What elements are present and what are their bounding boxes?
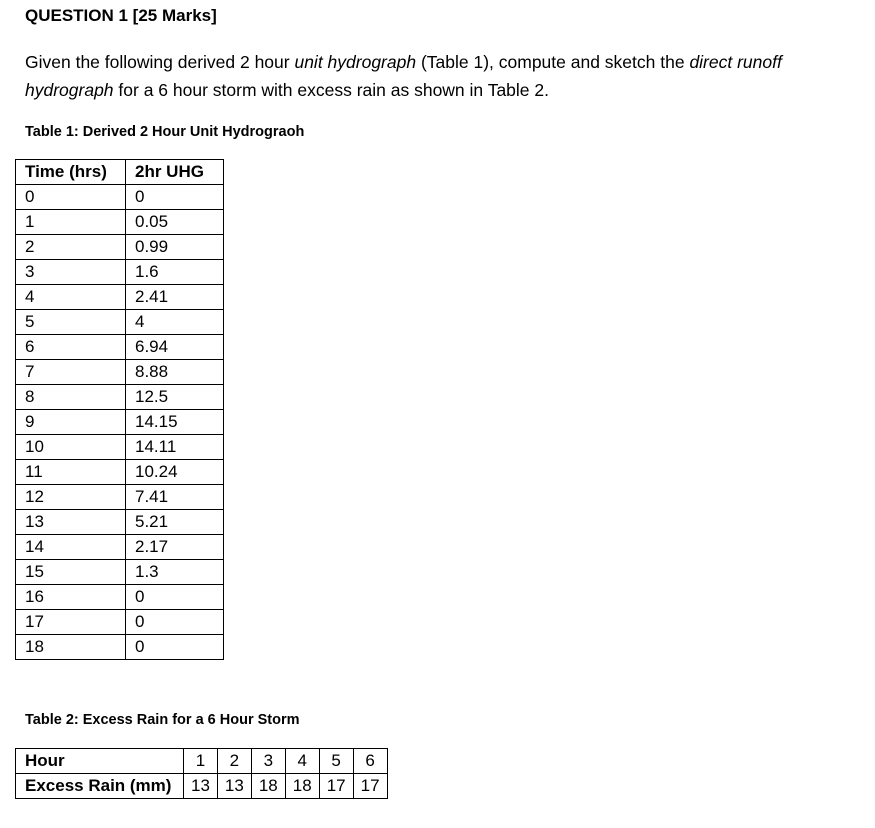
table-row-hour: [16, 749, 388, 774]
cell-uhg: 7.41: [126, 485, 224, 510]
cell-excess-rain: 17: [319, 774, 353, 799]
cell-time: 13: [16, 510, 126, 535]
cell-uhg: 1.3: [126, 560, 224, 585]
cell-uhg: 4: [126, 310, 224, 335]
cell-time: 18: [16, 635, 126, 660]
cell-time: 15: [16, 560, 126, 585]
table-header-row: [16, 160, 224, 185]
cell-time: 14: [16, 535, 126, 560]
excess-rain-table: [15, 748, 388, 799]
cell-uhg: 0: [126, 610, 224, 635]
column-header-time: Time (hrs): [16, 160, 126, 185]
table-row: [16, 410, 224, 435]
cell-time: 8: [16, 385, 126, 410]
table-row: [16, 285, 224, 310]
cell-uhg: 0.05: [126, 210, 224, 235]
cell-time: 5: [16, 310, 126, 335]
text-emphasis-unit-hydrograph: unit hydrograph: [294, 52, 417, 72]
question-text: [25, 48, 825, 104]
table-row: [16, 385, 224, 410]
cell-uhg: 2.41: [126, 285, 224, 310]
table-row: [16, 435, 224, 460]
table-row: [16, 235, 224, 260]
cell-hour: 4: [285, 749, 319, 774]
table2-caption: Table 2: Excess Rain for a 6 Hour Storm: [25, 712, 300, 728]
cell-time: 10: [16, 435, 126, 460]
cell-uhg: 14.15: [126, 410, 224, 435]
cell-uhg: 0.99: [126, 235, 224, 260]
cell-uhg: 10.24: [126, 460, 224, 485]
cell-excess-rain: 13: [184, 774, 218, 799]
cell-uhg: 0: [126, 585, 224, 610]
cell-time: 7: [16, 360, 126, 385]
table-row: [16, 610, 224, 635]
cell-time: 16: [16, 585, 126, 610]
cell-time: 9: [16, 410, 126, 435]
cell-hour: 1: [184, 749, 218, 774]
cell-hour: 5: [319, 749, 353, 774]
table-row: [16, 585, 224, 610]
table-row: [16, 510, 224, 535]
table-row: [16, 535, 224, 560]
cell-uhg: 2.17: [126, 535, 224, 560]
cell-hour: 6: [353, 749, 387, 774]
cell-uhg: 8.88: [126, 360, 224, 385]
cell-time: 0: [16, 185, 126, 210]
cell-uhg: 14.11: [126, 435, 224, 460]
cell-time: 17: [16, 610, 126, 635]
text-part: (Table 1), compute and sketch the: [416, 52, 690, 72]
cell-excess-rain: 18: [251, 774, 285, 799]
cell-time: 3: [16, 260, 126, 285]
cell-uhg: 1.6: [126, 260, 224, 285]
table-row: [16, 335, 224, 360]
question-heading: QUESTION 1 [25 Marks]: [25, 6, 217, 25]
table-row: [16, 485, 224, 510]
table-row: [16, 310, 224, 335]
cell-uhg: 12.5: [126, 385, 224, 410]
text-part: for a 6 hour storm with excess rain as shown in Table 2.: [113, 80, 549, 100]
table-row: [16, 635, 224, 660]
cell-time: 11: [16, 460, 126, 485]
cell-excess-rain: 17: [353, 774, 387, 799]
text-emphasis-direct-runoff: direct runoff hydrograph: [25, 52, 782, 100]
cell-time: 1: [16, 210, 126, 235]
text-part: Given the following derived 2 hour: [25, 52, 295, 72]
cell-time: 12: [16, 485, 126, 510]
table-row: [16, 185, 224, 210]
cell-uhg: 0: [126, 635, 224, 660]
table-row-excess-rain: [16, 774, 388, 799]
row-label-excess-rain: Excess Rain (mm): [16, 774, 184, 799]
cell-excess-rain: 13: [217, 774, 251, 799]
unit-hydrograph-table: [15, 159, 224, 660]
table-row: [16, 560, 224, 585]
table-row: [16, 360, 224, 385]
cell-time: 6: [16, 335, 126, 360]
row-label-hour: Hour: [16, 749, 184, 774]
cell-uhg: 5.21: [126, 510, 224, 535]
cell-hour: 2: [217, 749, 251, 774]
table1-caption: Table 1: Derived 2 Hour Unit Hydrograoh: [25, 124, 305, 140]
cell-uhg: 0: [126, 185, 224, 210]
table-row: [16, 260, 224, 285]
column-header-uhg: 2hr UHG: [126, 160, 224, 185]
cell-hour: 3: [251, 749, 285, 774]
cell-time: 4: [16, 285, 126, 310]
cell-excess-rain: 18: [285, 774, 319, 799]
table-row: [16, 210, 224, 235]
cell-time: 2: [16, 235, 126, 260]
cell-uhg: 6.94: [126, 335, 224, 360]
table-row: [16, 460, 224, 485]
